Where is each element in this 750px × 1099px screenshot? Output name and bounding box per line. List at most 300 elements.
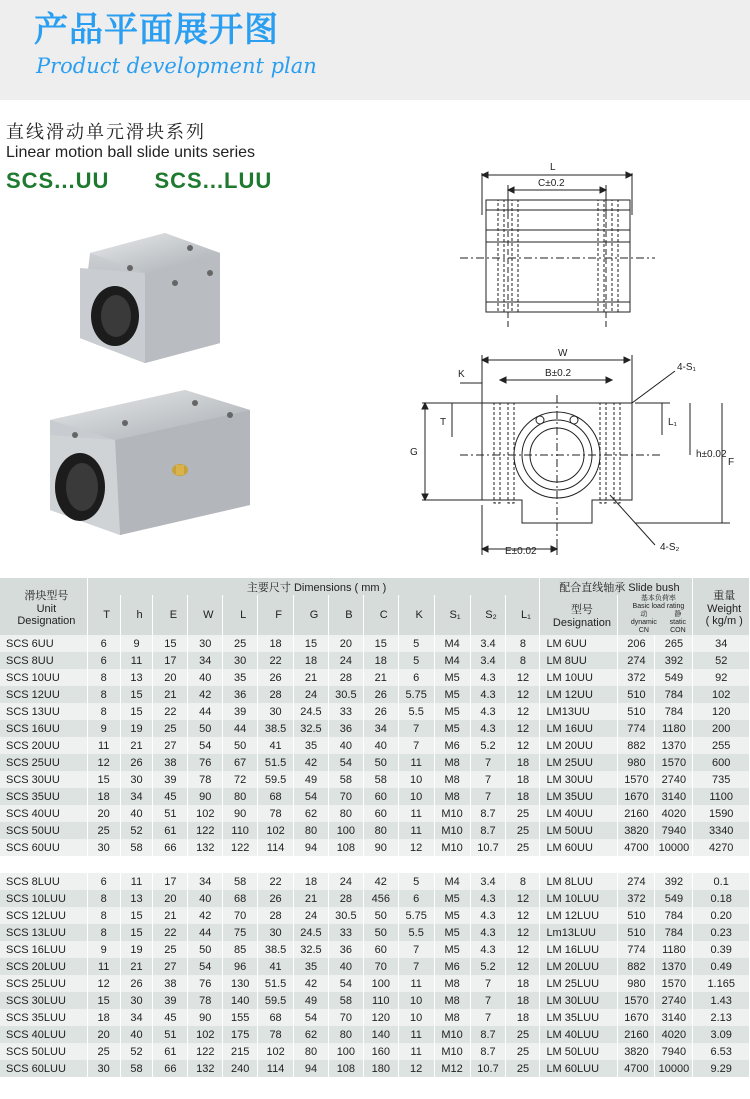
table-row — [0, 890, 750, 907]
table-cell: 5 — [398, 635, 434, 652]
table-cell: 3.4 — [470, 635, 506, 652]
table-cell: 8.7 — [470, 1043, 506, 1060]
table-cell: 30 — [258, 703, 294, 720]
banner — [0, 0, 750, 100]
table-cell: 25 — [87, 1043, 120, 1060]
table-cell: 90 — [188, 788, 223, 805]
table-cell: 3.09 — [693, 1026, 750, 1043]
table-cell: LM 35LUU — [540, 1009, 618, 1026]
table-cell: 19 — [120, 720, 153, 737]
table-cell: LM 40UU — [540, 805, 618, 822]
table-cell: 80 — [223, 788, 258, 805]
table-cell: 18 — [506, 771, 540, 788]
col-S2: S₂ — [470, 595, 506, 635]
table-cell: 49 — [294, 771, 329, 788]
top-view — [460, 162, 655, 330]
dim-T: T — [440, 417, 447, 428]
table-cell: 22 — [258, 652, 294, 669]
table-cell: 15 — [120, 924, 153, 941]
table-cell: LM 30UU — [540, 771, 618, 788]
table-cell: 76 — [188, 754, 223, 771]
table-cell: 12 — [398, 1060, 434, 1077]
table-cell: 52 — [120, 1043, 153, 1060]
dim-K: K — [458, 369, 465, 380]
table-cell: 18 — [87, 788, 120, 805]
table-cell: 54 — [294, 1009, 329, 1026]
table-cell: 21 — [294, 669, 329, 686]
table-cell: 784 — [655, 686, 693, 703]
table-cell: M5 — [434, 686, 470, 703]
slide-bush-header: 配合直线轴承 Slide bush — [540, 578, 693, 595]
table-cell: 4020 — [655, 1026, 693, 1043]
table-cell: 1670 — [618, 1009, 655, 1026]
table-cell: 34 — [693, 635, 750, 652]
banner-title-en: Product development plan — [36, 54, 317, 78]
table-cell: 8.7 — [470, 822, 506, 839]
table-cell: 392 — [655, 652, 693, 669]
table-cell: 51.5 — [258, 754, 294, 771]
table-cell: 8 — [87, 907, 120, 924]
table-cell: 30 — [87, 839, 120, 856]
table-cell: 92 — [693, 669, 750, 686]
table-cell: 10.7 — [470, 1060, 506, 1077]
dim-C: C±0.2 — [538, 178, 565, 189]
table-cell: 60 — [363, 941, 398, 958]
table-cell: 66 — [153, 839, 188, 856]
table-cell: 28 — [328, 669, 363, 686]
table-cell: 58 — [223, 873, 258, 890]
table-cell: 372 — [618, 890, 655, 907]
table-cell: 39 — [223, 703, 258, 720]
table-cell: 784 — [655, 907, 693, 924]
table-cell: 3.4 — [470, 652, 506, 669]
table-cell: 12 — [506, 941, 540, 958]
table-cell: M5 — [434, 890, 470, 907]
table-cell: 15 — [120, 907, 153, 924]
table-cell: 12 — [506, 924, 540, 941]
table-cell: 58 — [363, 771, 398, 788]
table-cell: SCS 20UU — [0, 737, 87, 754]
col-L1: L₁ — [506, 595, 540, 635]
table-cell: 33 — [328, 703, 363, 720]
table-cell: 54 — [328, 754, 363, 771]
table-cell: 0.49 — [693, 958, 750, 975]
table-cell: 102 — [693, 686, 750, 703]
table-cell: 30.5 — [328, 907, 363, 924]
table-cell: 90 — [363, 839, 398, 856]
table-cell: 5.75 — [398, 907, 434, 924]
table-cell: 18 — [258, 635, 294, 652]
table-cell: 24.5 — [294, 703, 329, 720]
table-cell: 8 — [87, 703, 120, 720]
col-E: E — [153, 595, 188, 635]
table-cell: 13 — [120, 669, 153, 686]
table-cell: 11 — [398, 805, 434, 822]
table-cell: 24 — [328, 652, 363, 669]
table-cell: 3.4 — [470, 873, 506, 890]
table-cell: SCS 40UU — [0, 805, 87, 822]
table-cell: 130 — [223, 975, 258, 992]
table-cell: 140 — [223, 992, 258, 1009]
model-luu: SCS...LUU — [154, 168, 273, 193]
dim-L1: L₁ — [668, 417, 677, 428]
banner-title-cn: 产品平面展开图 — [34, 10, 279, 50]
table-row — [0, 754, 750, 771]
table-cell: 25 — [153, 720, 188, 737]
table-cell: 40 — [120, 805, 153, 822]
table-cell: 0.18 — [693, 890, 750, 907]
table-cell: 120 — [363, 1009, 398, 1026]
table-cell: 25 — [506, 1026, 540, 1043]
table-cell: 11 — [87, 958, 120, 975]
table-cell: 100 — [328, 822, 363, 839]
table-header-row-2 — [0, 595, 750, 635]
table-cell: 5.5 — [398, 703, 434, 720]
table-cell: 4.3 — [470, 686, 506, 703]
table-cell: 21 — [294, 890, 329, 907]
table-cell: 7 — [470, 788, 506, 805]
table-cell: 18 — [506, 788, 540, 805]
table-cell: 1570 — [618, 771, 655, 788]
table-cell: 735 — [693, 771, 750, 788]
dim-E: E±0.02 — [505, 546, 537, 557]
table-cell: M8 — [434, 754, 470, 771]
table-cell: 11 — [398, 822, 434, 839]
table-cell: 240 — [223, 1060, 258, 1077]
table-cell: 94 — [294, 839, 329, 856]
table-cell: LM 25UU — [540, 754, 618, 771]
series-title-cn: 直线滑动单元滑块系列 — [6, 122, 206, 143]
table-cell: 58 — [120, 1060, 153, 1077]
table-cell: 0.23 — [693, 924, 750, 941]
table-cell: 44 — [188, 703, 223, 720]
table-cell: SCS 12UU — [0, 686, 87, 703]
table-cell: 36 — [328, 720, 363, 737]
table-cell: 50 — [363, 754, 398, 771]
table-cell: 18 — [294, 873, 329, 890]
table-cell: 36 — [223, 686, 258, 703]
table-cell: 4.3 — [470, 941, 506, 958]
table-cell: SCS 20LUU — [0, 958, 87, 975]
table-cell: SCS 13LUU — [0, 924, 87, 941]
table-cell: 96 — [223, 958, 258, 975]
spec-table — [0, 578, 750, 1077]
dim-h: h±0.02 — [696, 449, 727, 460]
table-row — [0, 975, 750, 992]
table-cell: SCS 16UU — [0, 720, 87, 737]
table-cell: 8 — [87, 686, 120, 703]
table-cell: 30 — [120, 992, 153, 1009]
table-cell: 22 — [258, 873, 294, 890]
table-cell: LM 40LUU — [540, 1026, 618, 1043]
dim-L: L — [550, 162, 556, 173]
table-cell: LM 16UU — [540, 720, 618, 737]
table-cell: 51 — [153, 1026, 188, 1043]
table-cell: 549 — [655, 669, 693, 686]
table-cell: 75 — [223, 924, 258, 941]
table-cell: SCS 30UU — [0, 771, 87, 788]
table-cell: 34 — [188, 652, 223, 669]
table-cell: 1590 — [693, 805, 750, 822]
table-cell: M4 — [434, 652, 470, 669]
table-cell: 392 — [655, 873, 693, 890]
table-cell: 39 — [153, 992, 188, 1009]
table-cell: LM 10UU — [540, 669, 618, 686]
table-cell: 510 — [618, 703, 655, 720]
table-cell: 1670 — [618, 788, 655, 805]
table-cell: 9 — [120, 635, 153, 652]
table-cell: 784 — [655, 703, 693, 720]
table-cell: 18 — [506, 1009, 540, 1026]
table-cell: 265 — [655, 635, 693, 652]
table-cell: 784 — [655, 924, 693, 941]
unit-designation-header: 滑块型号 Unit Designation — [0, 578, 87, 635]
table-cell: SCS 50LUU — [0, 1043, 87, 1060]
table-cell: 108 — [328, 839, 363, 856]
table-row — [0, 771, 750, 788]
table-row — [0, 873, 750, 890]
table-cell: M4 — [434, 635, 470, 652]
table-cell: 1570 — [618, 992, 655, 1009]
table-cell: 4.3 — [470, 720, 506, 737]
table-cell: 102 — [188, 805, 223, 822]
table-row — [0, 1060, 750, 1077]
model-names — [6, 168, 310, 194]
table-cell: 11 — [398, 975, 434, 992]
table-cell: 24 — [294, 686, 329, 703]
table-cell: 5.2 — [470, 958, 506, 975]
table-cell: LM 20UU — [540, 737, 618, 754]
table-cell: 7940 — [655, 1043, 693, 1060]
table-row — [0, 1009, 750, 1026]
table-cell: 27 — [153, 737, 188, 754]
table-cell: LM 20LUU — [540, 958, 618, 975]
table-cell: 54 — [328, 975, 363, 992]
table-cell: 6 — [398, 890, 434, 907]
table-row — [0, 635, 750, 652]
table-cell: 12 — [506, 737, 540, 754]
table-cell: 3140 — [655, 1009, 693, 1026]
table-cell: 114 — [258, 839, 294, 856]
table-cell: 78 — [258, 805, 294, 822]
table-cell: 2160 — [618, 805, 655, 822]
table-cell: 7 — [470, 992, 506, 1009]
table-cell: 180 — [363, 1060, 398, 1077]
table-cell: 13 — [120, 890, 153, 907]
table-cell: M5 — [434, 703, 470, 720]
table-cell: 72 — [223, 771, 258, 788]
table-cell: 40 — [363, 737, 398, 754]
table-cell: LM 16LUU — [540, 941, 618, 958]
table-cell: M8 — [434, 788, 470, 805]
table-cell: M10 — [434, 1043, 470, 1060]
table-cell: 58 — [328, 771, 363, 788]
table-cell: M10 — [434, 805, 470, 822]
table-cell: 10000 — [655, 1060, 693, 1077]
table-cell: 58 — [328, 992, 363, 1009]
col-W: W — [188, 595, 223, 635]
table-cell: 49 — [294, 992, 329, 1009]
table-cell: LM 50UU — [540, 822, 618, 839]
table-cell: 12 — [87, 754, 120, 771]
table-cell: 68 — [223, 890, 258, 907]
table-cell: M8 — [434, 771, 470, 788]
table-cell: 11 — [398, 1043, 434, 1060]
table-cell: 21 — [153, 686, 188, 703]
table-cell: 12 — [506, 720, 540, 737]
table-cell: 25 — [506, 822, 540, 839]
table-row — [0, 720, 750, 737]
table-cell: 25 — [223, 635, 258, 652]
table-cell: 7 — [398, 941, 434, 958]
table-cell: SCS 13UU — [0, 703, 87, 720]
col-h: h — [120, 595, 153, 635]
table-cell: 7 — [470, 1009, 506, 1026]
table-cell: 54 — [294, 788, 329, 805]
table-cell: 10 — [398, 992, 434, 1009]
table-cell: SCS 60LUU — [0, 1060, 87, 1077]
table-cell: M6 — [434, 737, 470, 754]
table-cell: 1.43 — [693, 992, 750, 1009]
table-cell: LM 8UU — [540, 652, 618, 669]
table-cell: 110 — [363, 992, 398, 1009]
table-cell: 68 — [258, 1009, 294, 1026]
table-cell: 10 — [398, 771, 434, 788]
table-cell: 17 — [153, 652, 188, 669]
table-cell: 42 — [294, 975, 329, 992]
table-cell: 3140 — [655, 788, 693, 805]
table-cell: 21 — [120, 737, 153, 754]
table-cell: SCS 8UU — [0, 652, 87, 669]
table-cell: 5 — [398, 873, 434, 890]
table-cell: 41 — [258, 958, 294, 975]
table-cell: 68 — [258, 788, 294, 805]
table-cell: 100 — [363, 975, 398, 992]
table-cell: 42 — [294, 754, 329, 771]
table-cell: 6.53 — [693, 1043, 750, 1060]
table-cell: 21 — [153, 907, 188, 924]
table-cell: 70 — [223, 907, 258, 924]
table-cell: 78 — [188, 771, 223, 788]
table-cell: 11 — [120, 873, 153, 890]
table-cell: 76 — [188, 975, 223, 992]
dim-S1: 4-S₁ — [677, 362, 696, 373]
table-cell: 40 — [328, 737, 363, 754]
table-cell: 215 — [223, 1043, 258, 1060]
table-cell: 12 — [87, 975, 120, 992]
table-cell: 108 — [328, 1060, 363, 1077]
table-cell: 8 — [87, 924, 120, 941]
table-cell: 78 — [188, 992, 223, 1009]
table-cell: 26 — [363, 703, 398, 720]
table-cell: 3340 — [693, 822, 750, 839]
table-cell: 70 — [363, 958, 398, 975]
table-cell: 12 — [506, 958, 540, 975]
table-cell: 12 — [506, 669, 540, 686]
table-cell: 132 — [188, 839, 223, 856]
col-F: F — [258, 595, 294, 635]
table-cell: 18 — [506, 992, 540, 1009]
table-cell: SCS 8LUU — [0, 873, 87, 890]
col-K: K — [398, 595, 434, 635]
table-cell: 45 — [153, 788, 188, 805]
dim-G: G — [410, 447, 418, 458]
table-cell: 34 — [120, 788, 153, 805]
table-cell: 50 — [188, 941, 223, 958]
table-cell: M5 — [434, 941, 470, 958]
table-cell: 110 — [223, 822, 258, 839]
table-cell: 206 — [618, 635, 655, 652]
col-S1: S₁ — [434, 595, 470, 635]
table-cell: 26 — [120, 754, 153, 771]
table-cell: 20 — [153, 669, 188, 686]
table-cell: 80 — [294, 1043, 329, 1060]
table-cell: 4.3 — [470, 669, 506, 686]
table-cell: 26 — [120, 975, 153, 992]
table-cell: 30 — [120, 771, 153, 788]
table-row — [0, 907, 750, 924]
table-cell: 7 — [398, 958, 434, 975]
table-cell: 7 — [470, 754, 506, 771]
table-cell: M10 — [434, 1026, 470, 1043]
dim-S2: 4-S₂ — [660, 542, 680, 553]
table-row — [0, 822, 750, 839]
table-cell: 102 — [258, 822, 294, 839]
table-cell: 120 — [693, 703, 750, 720]
table-cell: 58 — [120, 839, 153, 856]
table-cell: 1.165 — [693, 975, 750, 992]
table-cell: 52 — [693, 652, 750, 669]
table-cell: 40 — [120, 1026, 153, 1043]
table-cell: 0.20 — [693, 907, 750, 924]
table-cell: 38 — [153, 975, 188, 992]
table-cell: SCS 10LUU — [0, 890, 87, 907]
table-row — [0, 1026, 750, 1043]
table-cell: 11 — [398, 754, 434, 771]
table-cell: 1180 — [655, 941, 693, 958]
table-cell: 67 — [223, 754, 258, 771]
table-cell: 26 — [363, 686, 398, 703]
table-cell: 1180 — [655, 720, 693, 737]
table-cell: 10000 — [655, 839, 693, 856]
table-cell: 17 — [153, 873, 188, 890]
table-cell: M5 — [434, 669, 470, 686]
table-cell: 35 — [223, 669, 258, 686]
table-cell: 10.7 — [470, 839, 506, 856]
table-cell: 20 — [328, 635, 363, 652]
table-cell: 122 — [188, 1043, 223, 1060]
table-cell: 20 — [87, 805, 120, 822]
table-cell: M5 — [434, 907, 470, 924]
table-cell: 15 — [153, 635, 188, 652]
table-cell: 44 — [223, 720, 258, 737]
table-cell: 600 — [693, 754, 750, 771]
table-cell: 50 — [363, 924, 398, 941]
table-cell: 200 — [693, 720, 750, 737]
table-cell: M8 — [434, 1009, 470, 1026]
table-cell: 45 — [153, 1009, 188, 1026]
table-cell: 35 — [294, 737, 329, 754]
luu-rows — [0, 873, 750, 1077]
table-cell: 372 — [618, 669, 655, 686]
table-cell: 4.3 — [470, 890, 506, 907]
table-cell: 4020 — [655, 805, 693, 822]
product-photo-long — [45, 385, 255, 540]
dim-F: F — [728, 457, 735, 468]
table-cell: 34 — [188, 873, 223, 890]
table-cell: 51 — [153, 805, 188, 822]
table-cell: 774 — [618, 720, 655, 737]
